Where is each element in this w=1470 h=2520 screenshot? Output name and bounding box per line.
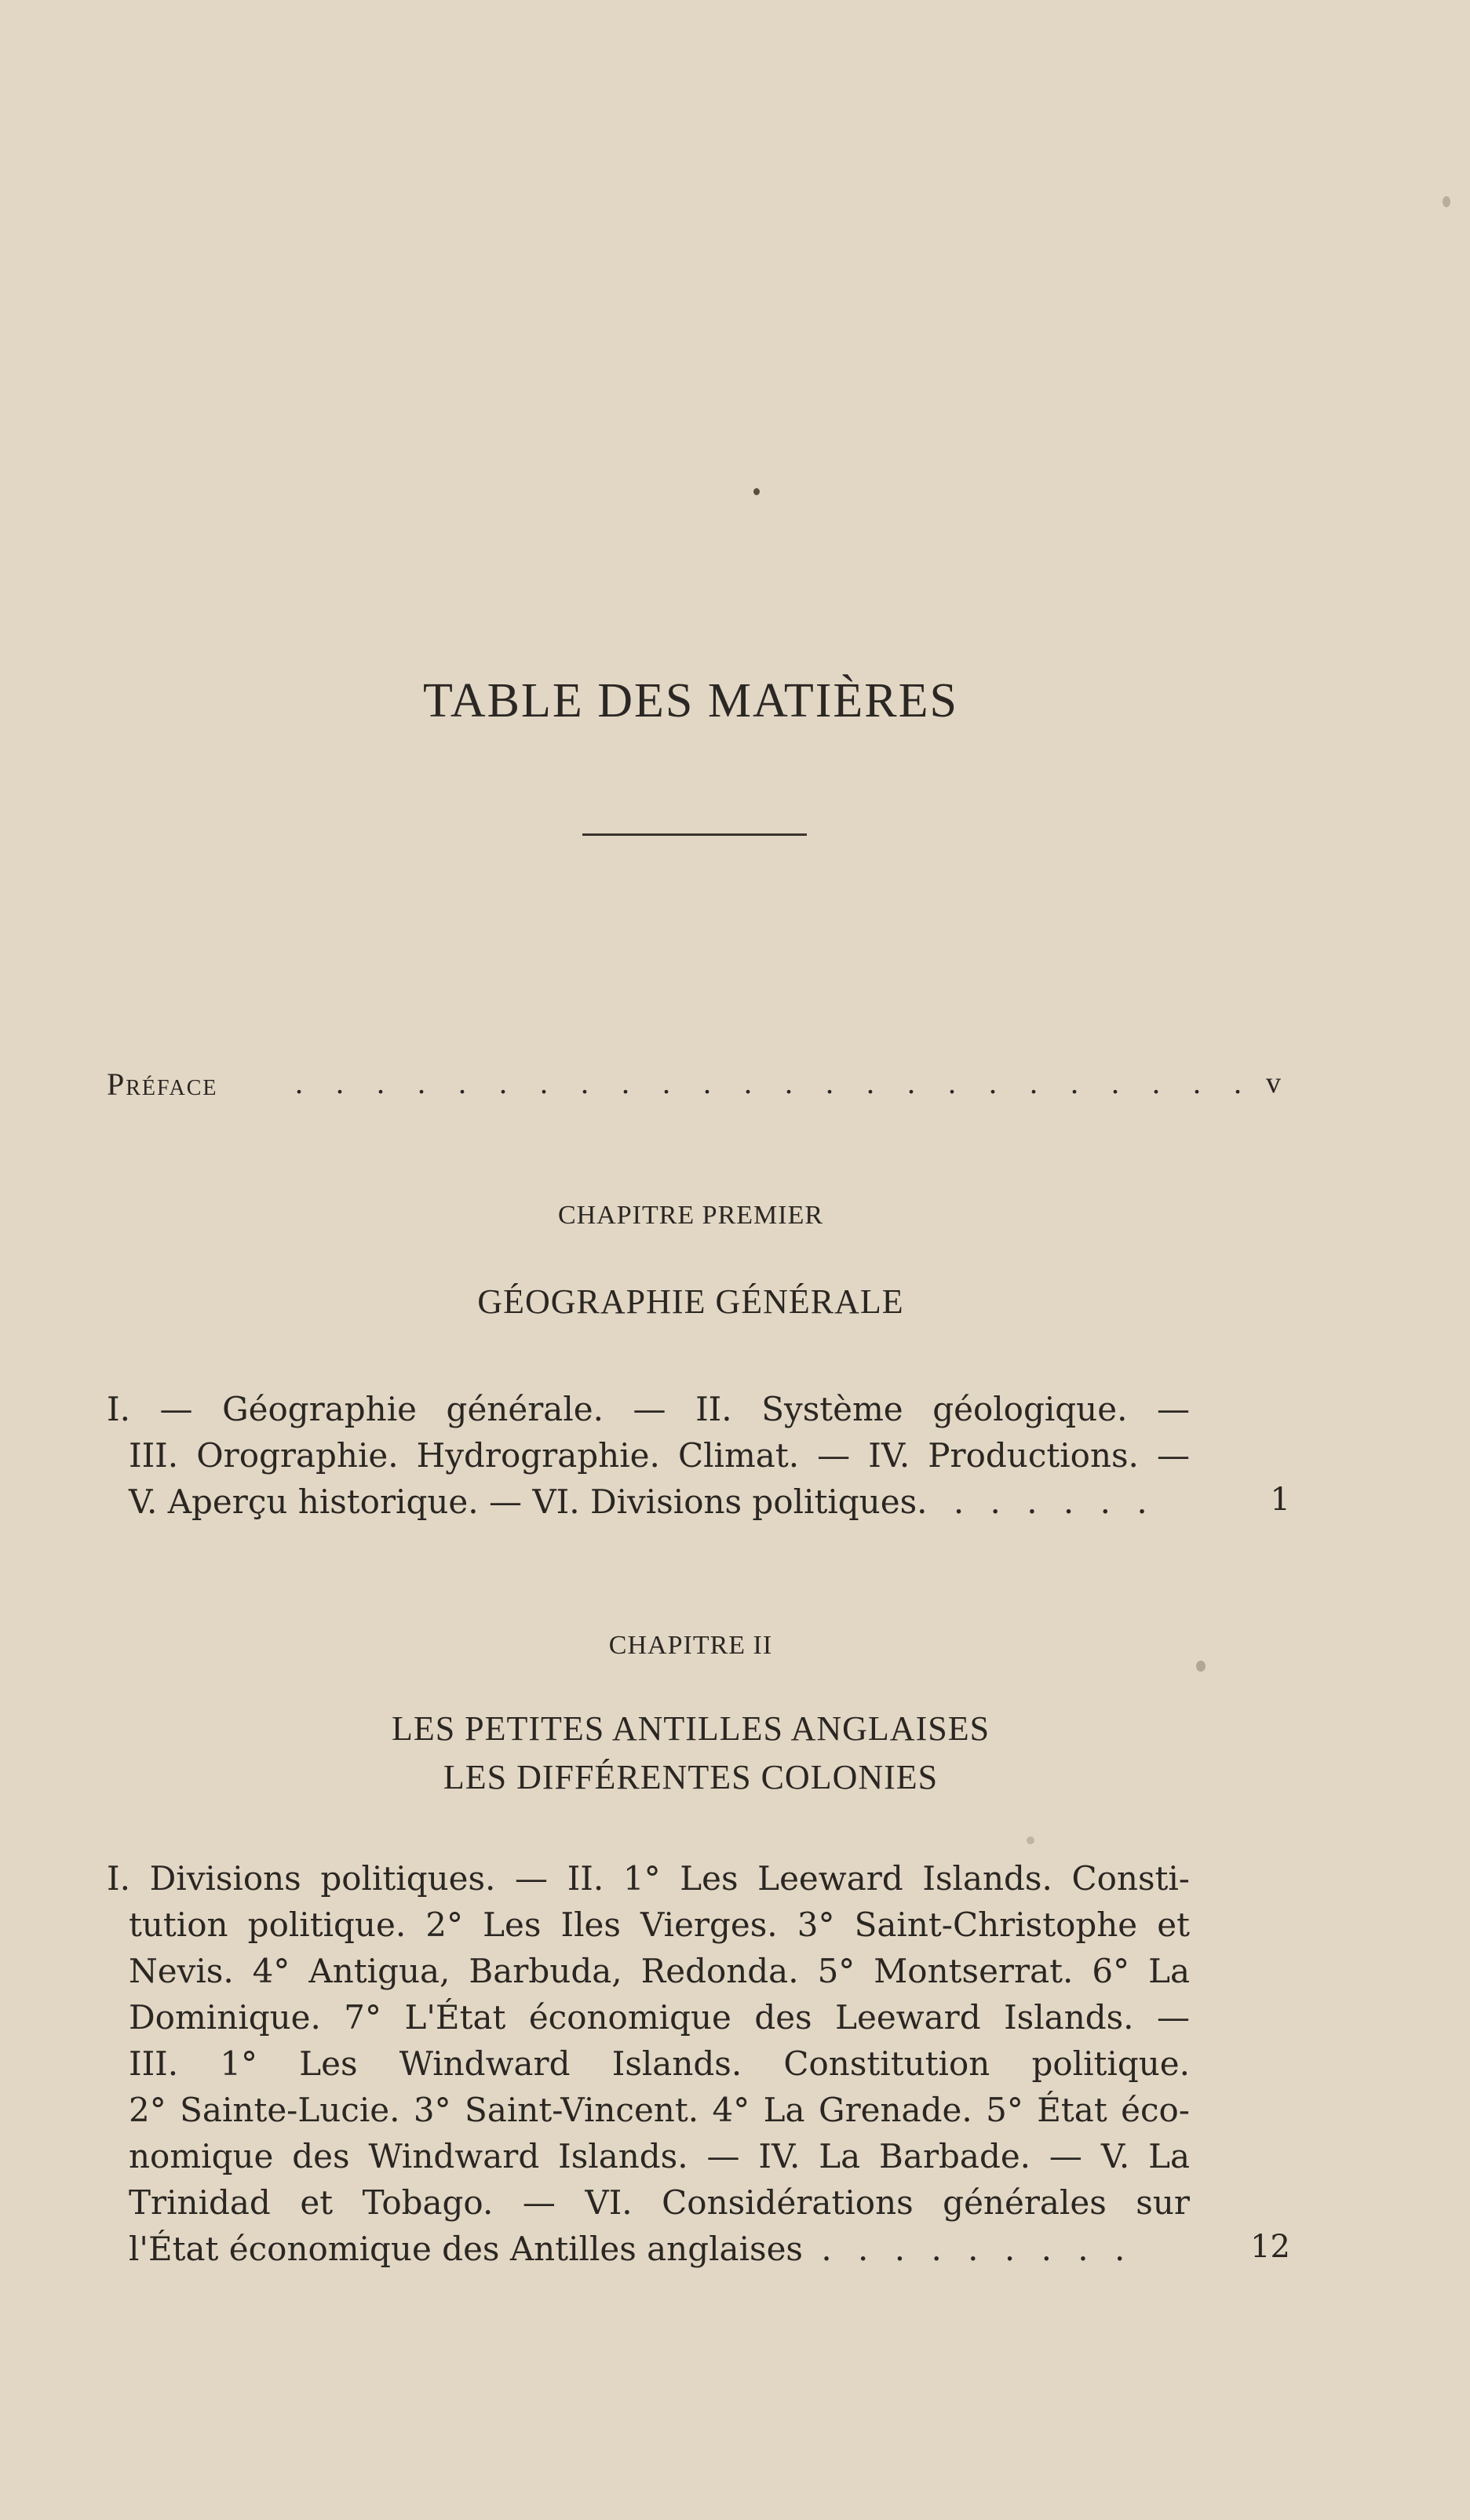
chapter-title-line: LES DIFFÉRENTES COLONIES bbox=[443, 1758, 939, 1796]
paper-speck bbox=[1196, 1661, 1206, 1672]
title-rule bbox=[582, 833, 807, 836]
chapter-1-title bbox=[0, 1278, 1381, 1326]
entry-line: I. Divisions politiques. — II. 1° Les Leeward Islands. Consti- bbox=[107, 1859, 1190, 1898]
entry-line bbox=[107, 2226, 1190, 2272]
entry-line: I. — Géographie générale. — II. Système géologique. — bbox=[107, 1390, 1190, 1428]
leader-dots: . . . . . . . bbox=[917, 1482, 1155, 1521]
entry-line: Dominique. 7° L'État économique des Leeward Islands. — bbox=[129, 1998, 1190, 2037]
chapter-2-entry[interactable] bbox=[107, 1855, 1190, 2272]
chapter-2-number: CHAPITRE II bbox=[608, 1631, 773, 1660]
paper-speck bbox=[1443, 196, 1450, 207]
chapter-1-entry[interactable] bbox=[107, 1386, 1190, 1525]
entry-line: tution politique. 2° Les Iles Vierges. 3° Saint-Christophe et bbox=[129, 1905, 1190, 1944]
leader-dots-text: . . . . . . bbox=[953, 1482, 1155, 1521]
preface-label: Préface bbox=[107, 1067, 218, 1102]
entry-line: III. 1° Les Windward Islands. Constitution politique. bbox=[129, 2044, 1190, 2083]
entry-line: III. Orographie. Hydrographie. Climat. — IV. Productions. — bbox=[129, 1436, 1190, 1475]
leader-dots: . . . . . . . . . . . . . . . . . . . . . . . . bbox=[295, 1065, 1254, 1100]
paper-speck bbox=[1027, 1836, 1034, 1844]
chapter-title-line: GÉOGRAPHIE GÉNÉRALE bbox=[477, 1282, 904, 1321]
chapter-title-line: LES PETITES ANTILLES ANGLAISES bbox=[391, 1709, 990, 1748]
page-number: 12 bbox=[1250, 2229, 1290, 2265]
chapter-1-number: CHAPITRE PREMIER bbox=[557, 1201, 824, 1230]
entry-line: Trinidad et Tobago. — VI. Considérations générales sur bbox=[129, 2183, 1190, 2222]
page-title: TABLE DES MATIÈRES bbox=[422, 674, 959, 728]
leader-dots bbox=[803, 2230, 1133, 2268]
entry-line: nomique des Windward Islands. — IV. La Barbade. — V. La bbox=[129, 2137, 1190, 2175]
entry-line-text: l'État économique des Antilles anglaises bbox=[129, 2230, 803, 2268]
entry-line bbox=[107, 1479, 1190, 1525]
preface-entry[interactable] bbox=[107, 1066, 1290, 1105]
entry-line-text: V. Aperçu historique. — VI. Divisions politiques bbox=[129, 1482, 917, 1521]
page-number: 1 bbox=[1270, 1482, 1290, 1518]
chapter-2-title bbox=[0, 1705, 1381, 1802]
leader-dots-text: . . . . . . . . . bbox=[821, 2230, 1133, 2268]
entry-line: 2° Sainte-Lucie. 3° Saint-Vincent. 4° La Grenade. 5° État éco- bbox=[129, 2091, 1190, 2129]
entry-line: Nevis. 4° Antigua, Barbuda, Redonda. 5° Montserrat. 6° La bbox=[129, 1952, 1190, 1990]
paper-speck bbox=[753, 488, 760, 495]
page-number: v bbox=[1266, 1067, 1281, 1100]
